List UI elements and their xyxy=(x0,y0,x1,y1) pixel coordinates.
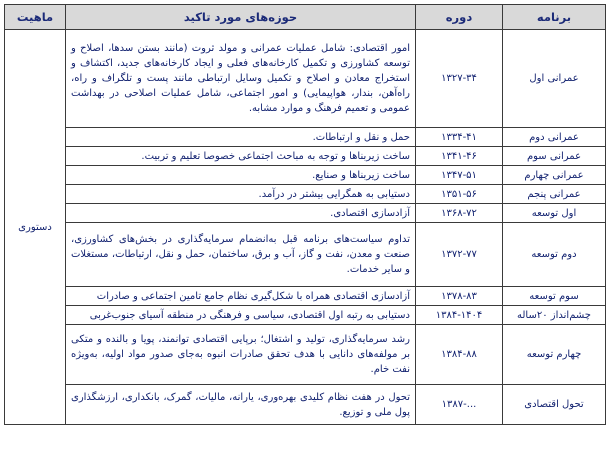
table-row xyxy=(5,287,606,306)
cell-program: عمرانی دوم xyxy=(503,128,606,147)
table-row xyxy=(5,185,606,204)
cell-program: دوم توسعه xyxy=(503,223,606,287)
cell-focus: ساخت زیربناها و صنایع. xyxy=(66,166,416,185)
cell-program: عمرانی سوم xyxy=(503,147,606,166)
programs-table-container xyxy=(4,4,606,425)
cell-period: ۱۳۸۴-۸۸ xyxy=(416,325,503,385)
table-row xyxy=(5,166,606,185)
cell-program: چهارم توسعه xyxy=(503,325,606,385)
table-row xyxy=(5,385,606,425)
header-focus: حوزه‌های مورد تاکید xyxy=(66,5,416,30)
cell-program: اول توسعه xyxy=(503,204,606,223)
cell-focus: آزادسازی اقتصادی. xyxy=(66,204,416,223)
table-row xyxy=(5,204,606,223)
cell-focus: آزادسازی اقتصادی همراه با شکل‌گیری نظام جامع تامین اجتماعی و صادرات xyxy=(66,287,416,306)
cell-focus: تحول در هفت نظام کلیدی بهره‌وری، یارانه، مالیات، گمرک، بانکداری، ارزشگذاری پول ملی و توزیع. xyxy=(66,385,416,425)
cell-program: عمرانی پنجم xyxy=(503,185,606,204)
cell-period: ۱۳۲۷-۳۴ xyxy=(416,30,503,128)
cell-period: ۱۳۵۱-۵۶ xyxy=(416,185,503,204)
header-period: دوره xyxy=(416,5,503,30)
cell-period: ...-۱۳۸۷ xyxy=(416,385,503,425)
cell-focus: رشد سرمایه‌گذاری، تولید و اشتغال؛ برپایی اقتصادی توانمند، پویا و بالنده و متکی بر مولفه‌های دانایی با هدف تحقق صادرات انبوه به‌جای صدور مواد اولیه، به‌ویژه نفت خام. xyxy=(66,325,416,385)
header-program: برنامه xyxy=(503,5,606,30)
cell-period: ۱۳۷۲-۷۷ xyxy=(416,223,503,287)
cell-focus: دستیابی به رتبه اول اقتصادی، سیاسی و فرهنگی در منطقه آسیای جنوب‌غربی xyxy=(66,306,416,325)
cell-program: عمرانی اول xyxy=(503,30,606,128)
cell-focus: حمل و نقل و ارتباطات. xyxy=(66,128,416,147)
header-nature: ماهیت xyxy=(5,5,66,30)
cell-focus: ساخت زیربناها و توجه به مباحث اجتماعی خصوصا تعلیم و تربیت. xyxy=(66,147,416,166)
cell-period: ۱۳۴۱-۴۶ xyxy=(416,147,503,166)
cell-program: تحول اقتصادی xyxy=(503,385,606,425)
table-row xyxy=(5,128,606,147)
cell-program: عمرانی چهارم xyxy=(503,166,606,185)
cell-focus: دستیابی به همگرایی بیشتر در درآمد. xyxy=(66,185,416,204)
cell-period: ۱۳۳۴-۴۱ xyxy=(416,128,503,147)
cell-period: ۱۳۷۸-۸۳ xyxy=(416,287,503,306)
cell-program: سوم توسعه xyxy=(503,287,606,306)
development-programs-table xyxy=(4,4,606,425)
cell-period: ۱۳۸۴-۱۴۰۴ xyxy=(416,306,503,325)
cell-focus: تداوم سیاست‌های برنامه قبل به‌انضمام سرمایه‌گذاری در بخش‌های کشاورزی، صنعت و معدن، نفت و گاز، آب و برق، ساختمان، حمل و نقل، ارتباطات، مستغلات و سایر خدمات. xyxy=(66,223,416,287)
cell-period: ۱۳۴۷-۵۱ xyxy=(416,166,503,185)
table-row xyxy=(5,223,606,287)
cell-focus: امور اقتصادی: شامل عملیات عمرانی و مولد ثروت (مانند بستن سدها، اصلاح و توسعه کشاورزی و تکمیل کارخانه‌های فعلی و ایجاد کارخانه‌های جدید، اکتشاف و استخراج معادن و اصلاح و تکمیل وسایل ارتباطی مانند پست و تلگراف و راه، راه‌آهن، بندار، هواپیمایی) و امور اجتماعی، شامل عملیات اصلاحی در بهداشت عمومی و تعمیم فرهنگ و موارد مشابه. xyxy=(66,30,416,128)
table-row xyxy=(5,306,606,325)
table-row xyxy=(5,147,606,166)
cell-nature: دستوری xyxy=(5,30,66,425)
table-row xyxy=(5,30,606,128)
cell-period: ۱۳۶۸-۷۲ xyxy=(416,204,503,223)
table-header-row xyxy=(5,5,606,30)
cell-program: چشم‌انداز ۲۰ساله xyxy=(503,306,606,325)
table-row xyxy=(5,325,606,385)
